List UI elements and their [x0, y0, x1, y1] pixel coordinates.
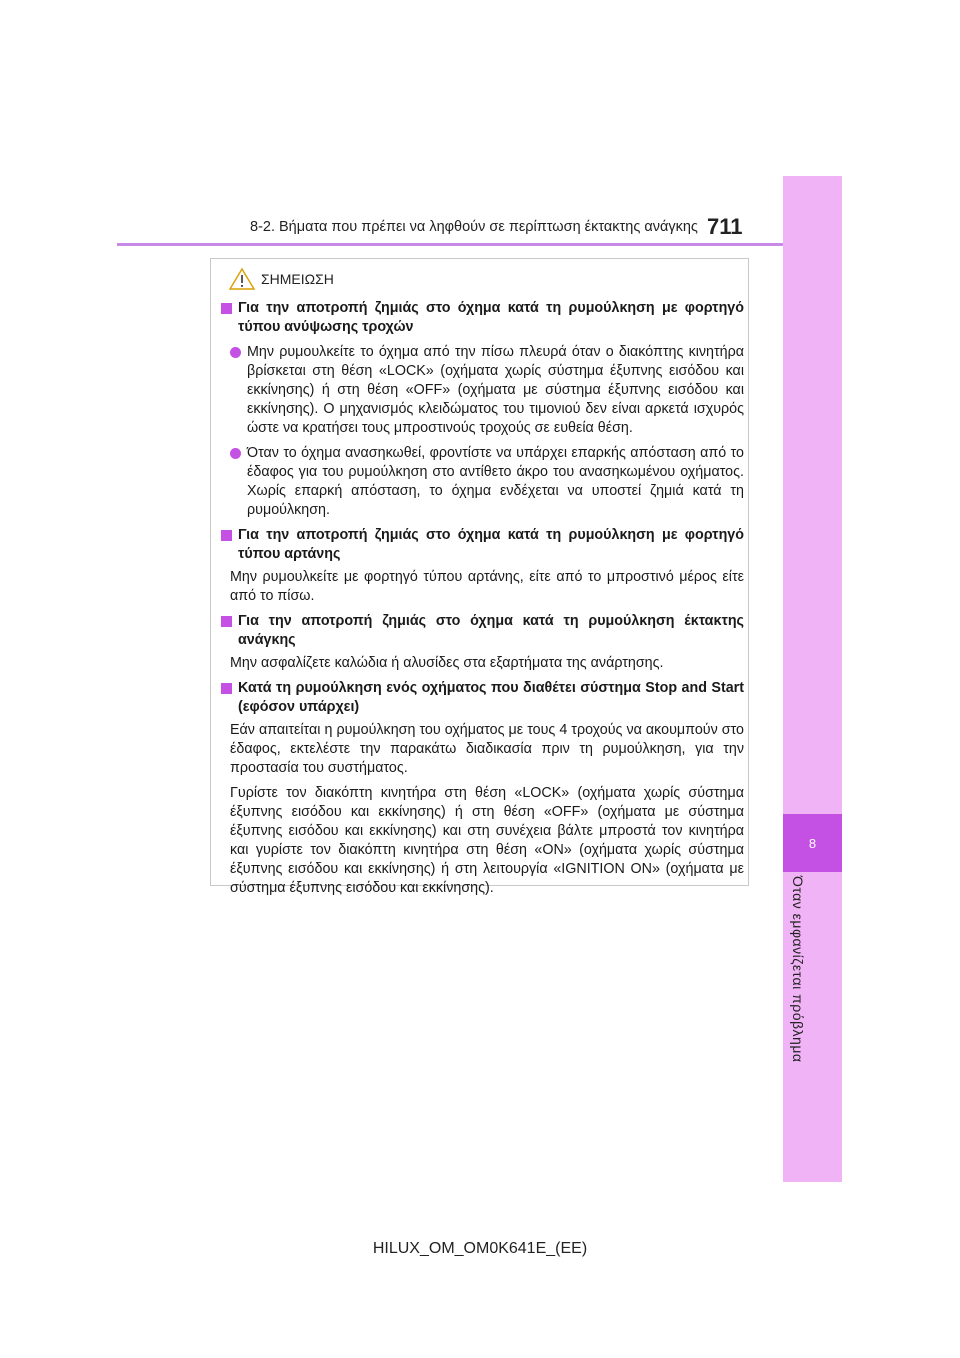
- page-number: 711: [707, 214, 743, 239]
- section-heading-text: Για την αποτροπή ζημιάς στο όχημα κατά τη ρυμούλκηση με φορτηγό τύπου ανύψωσης τροχών: [238, 300, 744, 335]
- document-code-footer: HILUX_OM_OM0K641E_(EE): [372, 1240, 588, 1257]
- bullet-text: Όταν το όχημα ανασηκωθεί, φροντίστε να υπάρχει επαρκής απόσταση από το έδαφος για του ρυμούλκηση στο αντίθετο άκρο του ανασηκωμένου οχήματος. Χωρίς επαρκή απόσταση, το όχημα ενδέχεται να υποστεί ζημιά κατά τη ρυμούλκηση.: [247, 445, 744, 518]
- square-bullet-icon: [221, 303, 232, 314]
- paragraph: Εάν απαιτείται η ρυμούλκηση του οχήματος με τους 4 τροχούς να ακουμπούν στο έδαφος, εκτελέστε την παρακάτω διαδικασία πριν τη ρυμούλκηση, για την προστασία του συστήματος.: [230, 722, 744, 776]
- paragraph: Γυρίστε τον διακόπτη κινητήρα στη θέση «LOCK» (οχήματα χωρίς σύστημα έξυπνης εισόδου και εκκίνησης) ή στη θέση «OFF» (οχήματα με σύστημα έξυπνης εισόδου και εκκίνησης) και στη συνέχεια βάλτε μπροστά τον κινητήρα και γυρίστε τον διακόπτη κινητήρα στη θέση «ON» (οχήματα χωρίς σύστημα έξυπνης εισόδου και εκκίνησης) ή στη λειτουργία «IGNITION ON» (οχήματα με σύστημα έξυπνης εισόδου και εκκίνησης).: [230, 785, 744, 896]
- section-heading: [218, 526, 744, 564]
- chapter-title-vertical: Όταν εμφανίζεται πρόβλημα: [790, 876, 806, 1063]
- paragraph: Μην ασφαλίζετε καλώδια ή αλυσίδες στα εξαρτήματα της ανάρτησης.: [230, 655, 664, 671]
- running-header-title: 8-2. Βήματα που πρέπει να ληφθούν σε περίπτωση έκτακτης ανάγκης: [250, 219, 698, 235]
- square-bullet-icon: [221, 683, 232, 694]
- square-bullet-icon: [221, 530, 232, 541]
- notice-body: [218, 299, 744, 898]
- notice-box: [210, 258, 749, 896]
- section-heading: [218, 299, 744, 337]
- warning-triangle-icon: [229, 267, 255, 291]
- bullet-item: [218, 444, 744, 520]
- bullet-item: [218, 343, 744, 438]
- circle-bullet-icon: [230, 347, 241, 358]
- paragraph: Μην ρυμουλκείτε με φορτηγό τύπου αρτάνης, είτε από το μπροστινό μέρος είτε από το πίσω.: [230, 569, 744, 604]
- section-heading-text: Κατά τη ρυμούλκηση ενός οχήματος που διαθέτει σύστημα Stop and Start (εφόσον υπάρχει): [238, 680, 744, 715]
- notice-header: [229, 265, 334, 293]
- square-bullet-icon: [221, 616, 232, 627]
- notice-label: ΣΗΜΕΙΩΣΗ: [261, 271, 334, 287]
- section-heading: [218, 679, 744, 717]
- header-divider: [117, 243, 842, 246]
- chapter-number-tab[interactable]: 8: [783, 814, 842, 872]
- section-heading: [218, 612, 744, 650]
- section-heading-text: Για την αποτροπή ζημιάς στο όχημα κατά τη ρυμούλκηση έκτακτης ανάγκης: [238, 613, 744, 648]
- circle-bullet-icon: [230, 448, 241, 459]
- bullet-text: Μην ρυμουλκείτε το όχημα από την πίσω πλευρά όταν ο διακόπτης κινητήρα βρίσκεται στη θέση «LOCK» (οχήματα χωρίς σύστημα έξυπνης εισόδου και εκκίνησης) ή στη θέση «OFF» (οχήματα με σύστημα έξυπνης εισόδου και εκκίνησης). Ο μηχανισμός κλειδώματος του τιμονιού δεν είναι αρκετά ισχυρός ώστε να κρατήσει τους μπροστινούς τροχούς σε ευθεία θέση.: [247, 344, 744, 436]
- section-heading-text: Για την αποτροπή ζημιάς στο όχημα κατά τη ρυμούλκηση με φορτηγό τύπου αρτάνης: [238, 527, 744, 562]
